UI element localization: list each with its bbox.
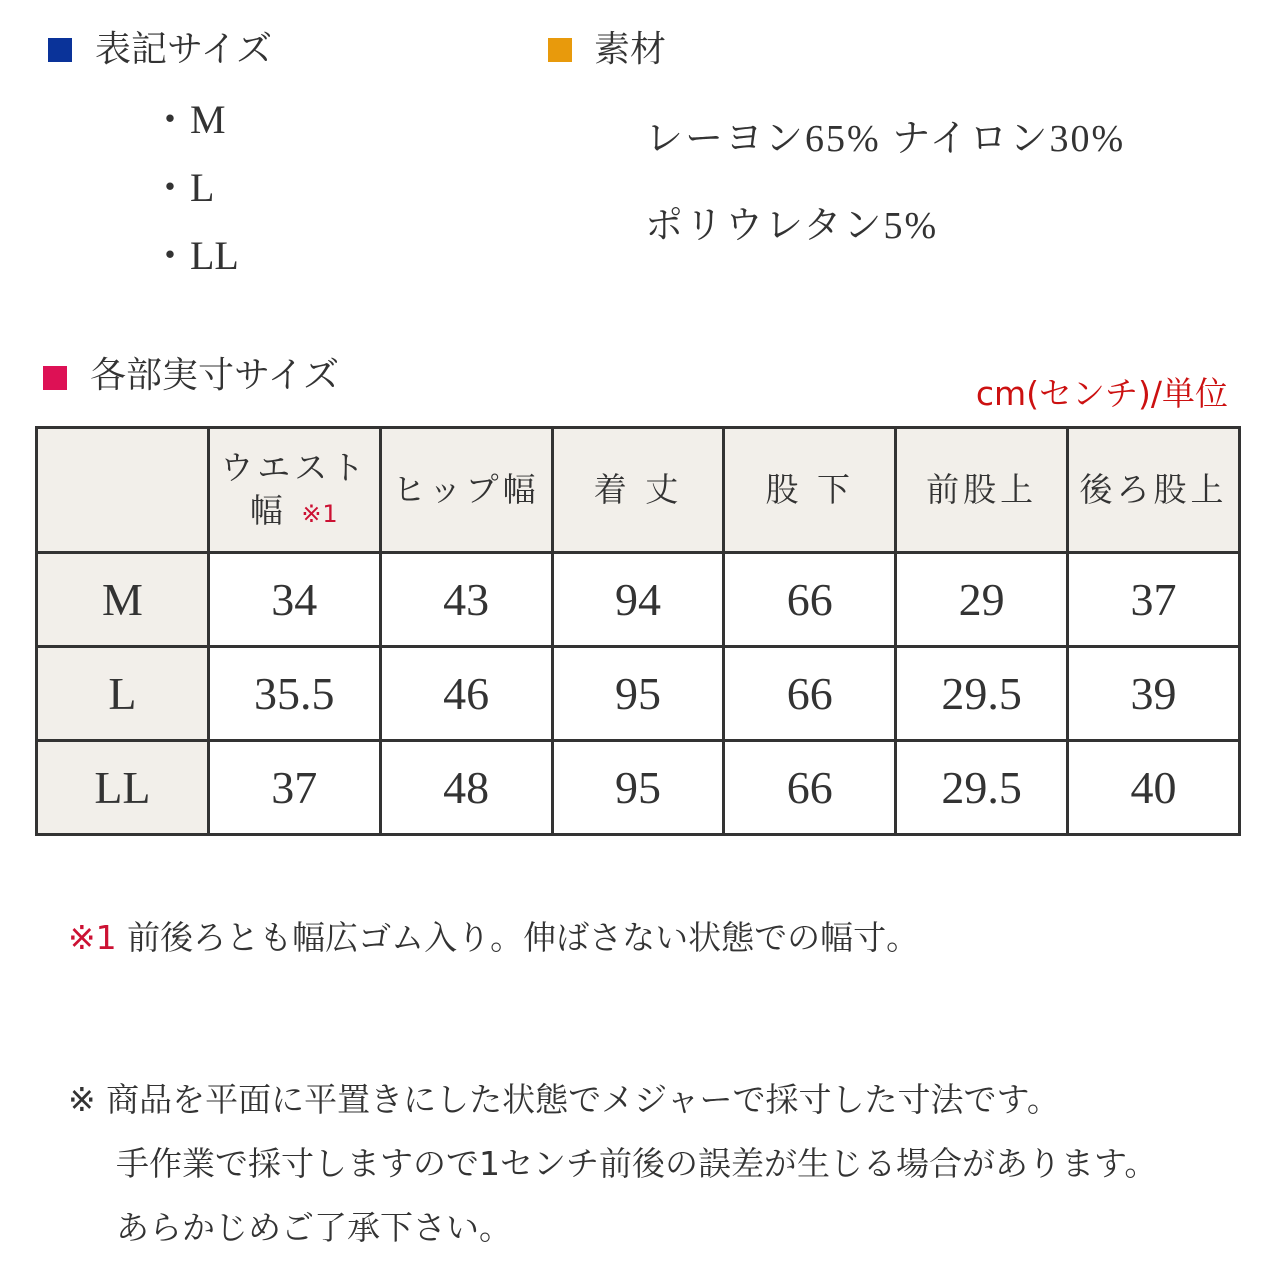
- table-cell: 40: [1068, 741, 1240, 835]
- size-item-ll: ・LL: [150, 233, 239, 278]
- table-cell: 35.5: [208, 647, 380, 741]
- measurement-section-title: 各部実寸サイズ: [90, 355, 340, 396]
- size-item-l: ・L: [150, 165, 215, 210]
- header-waist-line2: 幅: [249, 491, 287, 530]
- general-note-line-3: あらかじめご了承下さい。: [116, 1208, 512, 1247]
- measurement-section-marker: [43, 366, 67, 390]
- material-line-1: レーヨン65% ナイロン30%: [645, 118, 1126, 160]
- size-table: [35, 426, 1241, 836]
- row-size-label: L: [37, 647, 209, 741]
- table-cell: 29: [896, 553, 1068, 647]
- table-cell: 48: [380, 741, 552, 835]
- table-cell: 66: [724, 741, 896, 835]
- table-cell: 94: [552, 553, 724, 647]
- general-notes: [68, 1068, 1157, 1260]
- header-hip: ヒップ幅: [380, 428, 552, 553]
- row-size-label: M: [37, 553, 209, 647]
- row-size-label: LL: [37, 741, 209, 835]
- table-cell: 29.5: [896, 741, 1068, 835]
- material-line-2: ポリウレタン5%: [645, 205, 939, 247]
- table-header-row: [37, 428, 1240, 553]
- header-front-rise: 前股上: [896, 428, 1068, 553]
- material-section-title: 素材: [594, 29, 667, 70]
- header-inseam: 股 下: [724, 428, 896, 553]
- size-section-marker: [48, 38, 72, 62]
- footnote-1-mark: ※1: [68, 918, 117, 957]
- table-cell: 95: [552, 647, 724, 741]
- size-section-title: 表記サイズ: [95, 29, 273, 70]
- table-cell: 66: [724, 553, 896, 647]
- table-row: [37, 647, 1240, 741]
- table-cell: 34: [208, 553, 380, 647]
- table-cell: 46: [380, 647, 552, 741]
- general-note-line-1: ※ 商品を平面に平置きにした状態でメジャーで採寸した寸法です。: [68, 1080, 1060, 1119]
- header-length: 着 丈: [552, 428, 724, 553]
- material-section-marker: [548, 38, 572, 62]
- table-row: [37, 741, 1240, 835]
- unit-label: cm(センチ)/単位: [975, 374, 1228, 413]
- table-cell: 37: [1068, 553, 1240, 647]
- table-cell: 37: [208, 741, 380, 835]
- header-waist-note-mark: ※1: [301, 500, 339, 528]
- footnote-1-text: 前後ろとも幅広ゴム入り。伸ばさない状態での幅寸。: [127, 918, 920, 957]
- table-cell: 39: [1068, 647, 1240, 741]
- header-back-rise: 後ろ股上: [1068, 428, 1240, 553]
- table-cell: 29.5: [896, 647, 1068, 741]
- table-cell: 66: [724, 647, 896, 741]
- footnote-1: [68, 912, 919, 959]
- table-cell: 43: [380, 553, 552, 647]
- header-waist: [208, 428, 380, 553]
- header-waist-line1: ウエスト: [220, 448, 369, 488]
- table-row: [37, 553, 1240, 647]
- header-corner-cell: [37, 428, 209, 553]
- size-item-m: ・M: [150, 97, 226, 142]
- general-note-line-2: 手作業で採寸しますので1センチ前後の誤差が生じる場合があります。: [116, 1144, 1158, 1183]
- table-cell: 95: [552, 741, 724, 835]
